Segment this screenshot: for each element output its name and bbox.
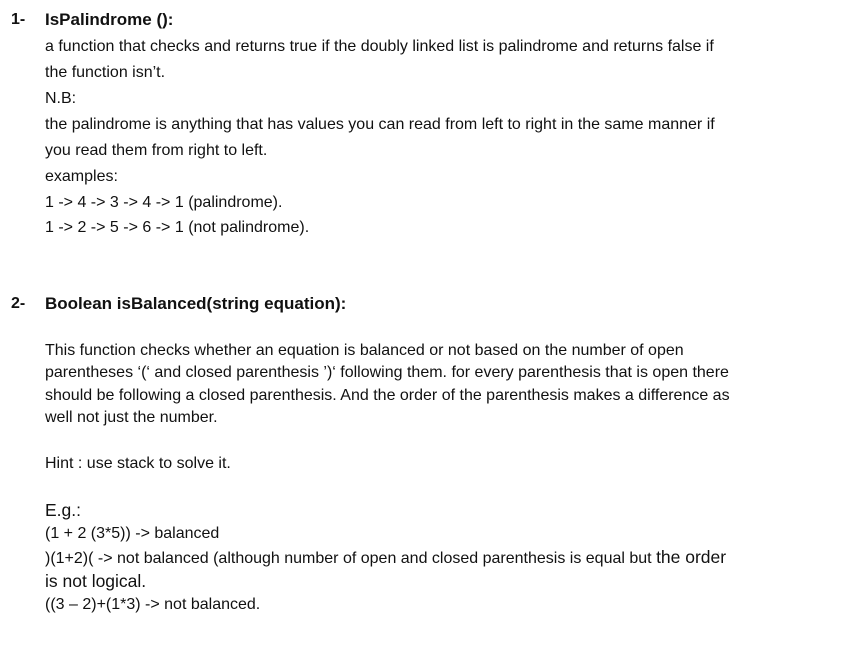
q1-nb-label: N.B: <box>45 90 77 107</box>
q2-eg-2-line-2: is not logical. <box>45 571 147 591</box>
q2-eg-1: (1 + 2 (3*5)) -> balanced <box>45 525 220 542</box>
q1-desc-line-1: a function that checks and returns true if the doubly linked list is palindrome and returns false if <box>45 38 714 55</box>
q1-desc-line-2: the function isn’t. <box>45 64 166 81</box>
q1-nb-line-1: the palindrome is anything that has values you can read from left to right in the same manner if <box>45 116 715 133</box>
q1-title: IsPalindrome (): <box>45 10 174 29</box>
q2-eg-2-part-a: )(1+2)( -> not balanced (although number of open and closed parenthesis is equal but <box>45 550 657 567</box>
q2-hint: Hint : use stack to solve it. <box>45 455 231 472</box>
q2-desc-line-2: parentheses ‘(‘ and closed parenthesis ’)‘ following them. for every parenthesis that is open there <box>45 364 729 381</box>
q2-desc-line-3: should be following a closed parenthesis. And the order of the parenthesis makes a difference as <box>45 387 730 404</box>
q2-desc-line-1: This function checks whether an equation is balanced or not based on the number of open <box>45 342 684 359</box>
q1-example-2: 1 -> 2 -> 5 -> 6 -> 1 (not palindrome). <box>45 219 310 236</box>
q2-number: 2- <box>11 295 26 312</box>
q2-desc-line-4: well not just the number. <box>45 409 218 426</box>
q2-eg-2-part-b: the order <box>656 547 727 567</box>
q2-eg-label: E.g.: <box>45 500 81 520</box>
q1-nb-line-2: you read them from right to left. <box>45 142 268 159</box>
q2-eg-3: ((3 – 2)+(1*3) -> not balanced. <box>45 596 261 613</box>
q1-examples-label: examples: <box>45 168 118 185</box>
q1-example-1: 1 -> 4 -> 3 -> 4 -> 1 (palindrome). <box>45 194 283 211</box>
q2-eg-2-line-1 <box>45 547 726 569</box>
q2-title: Boolean isBalanced(string equation): <box>45 294 347 313</box>
q1-number: 1- <box>11 11 26 28</box>
